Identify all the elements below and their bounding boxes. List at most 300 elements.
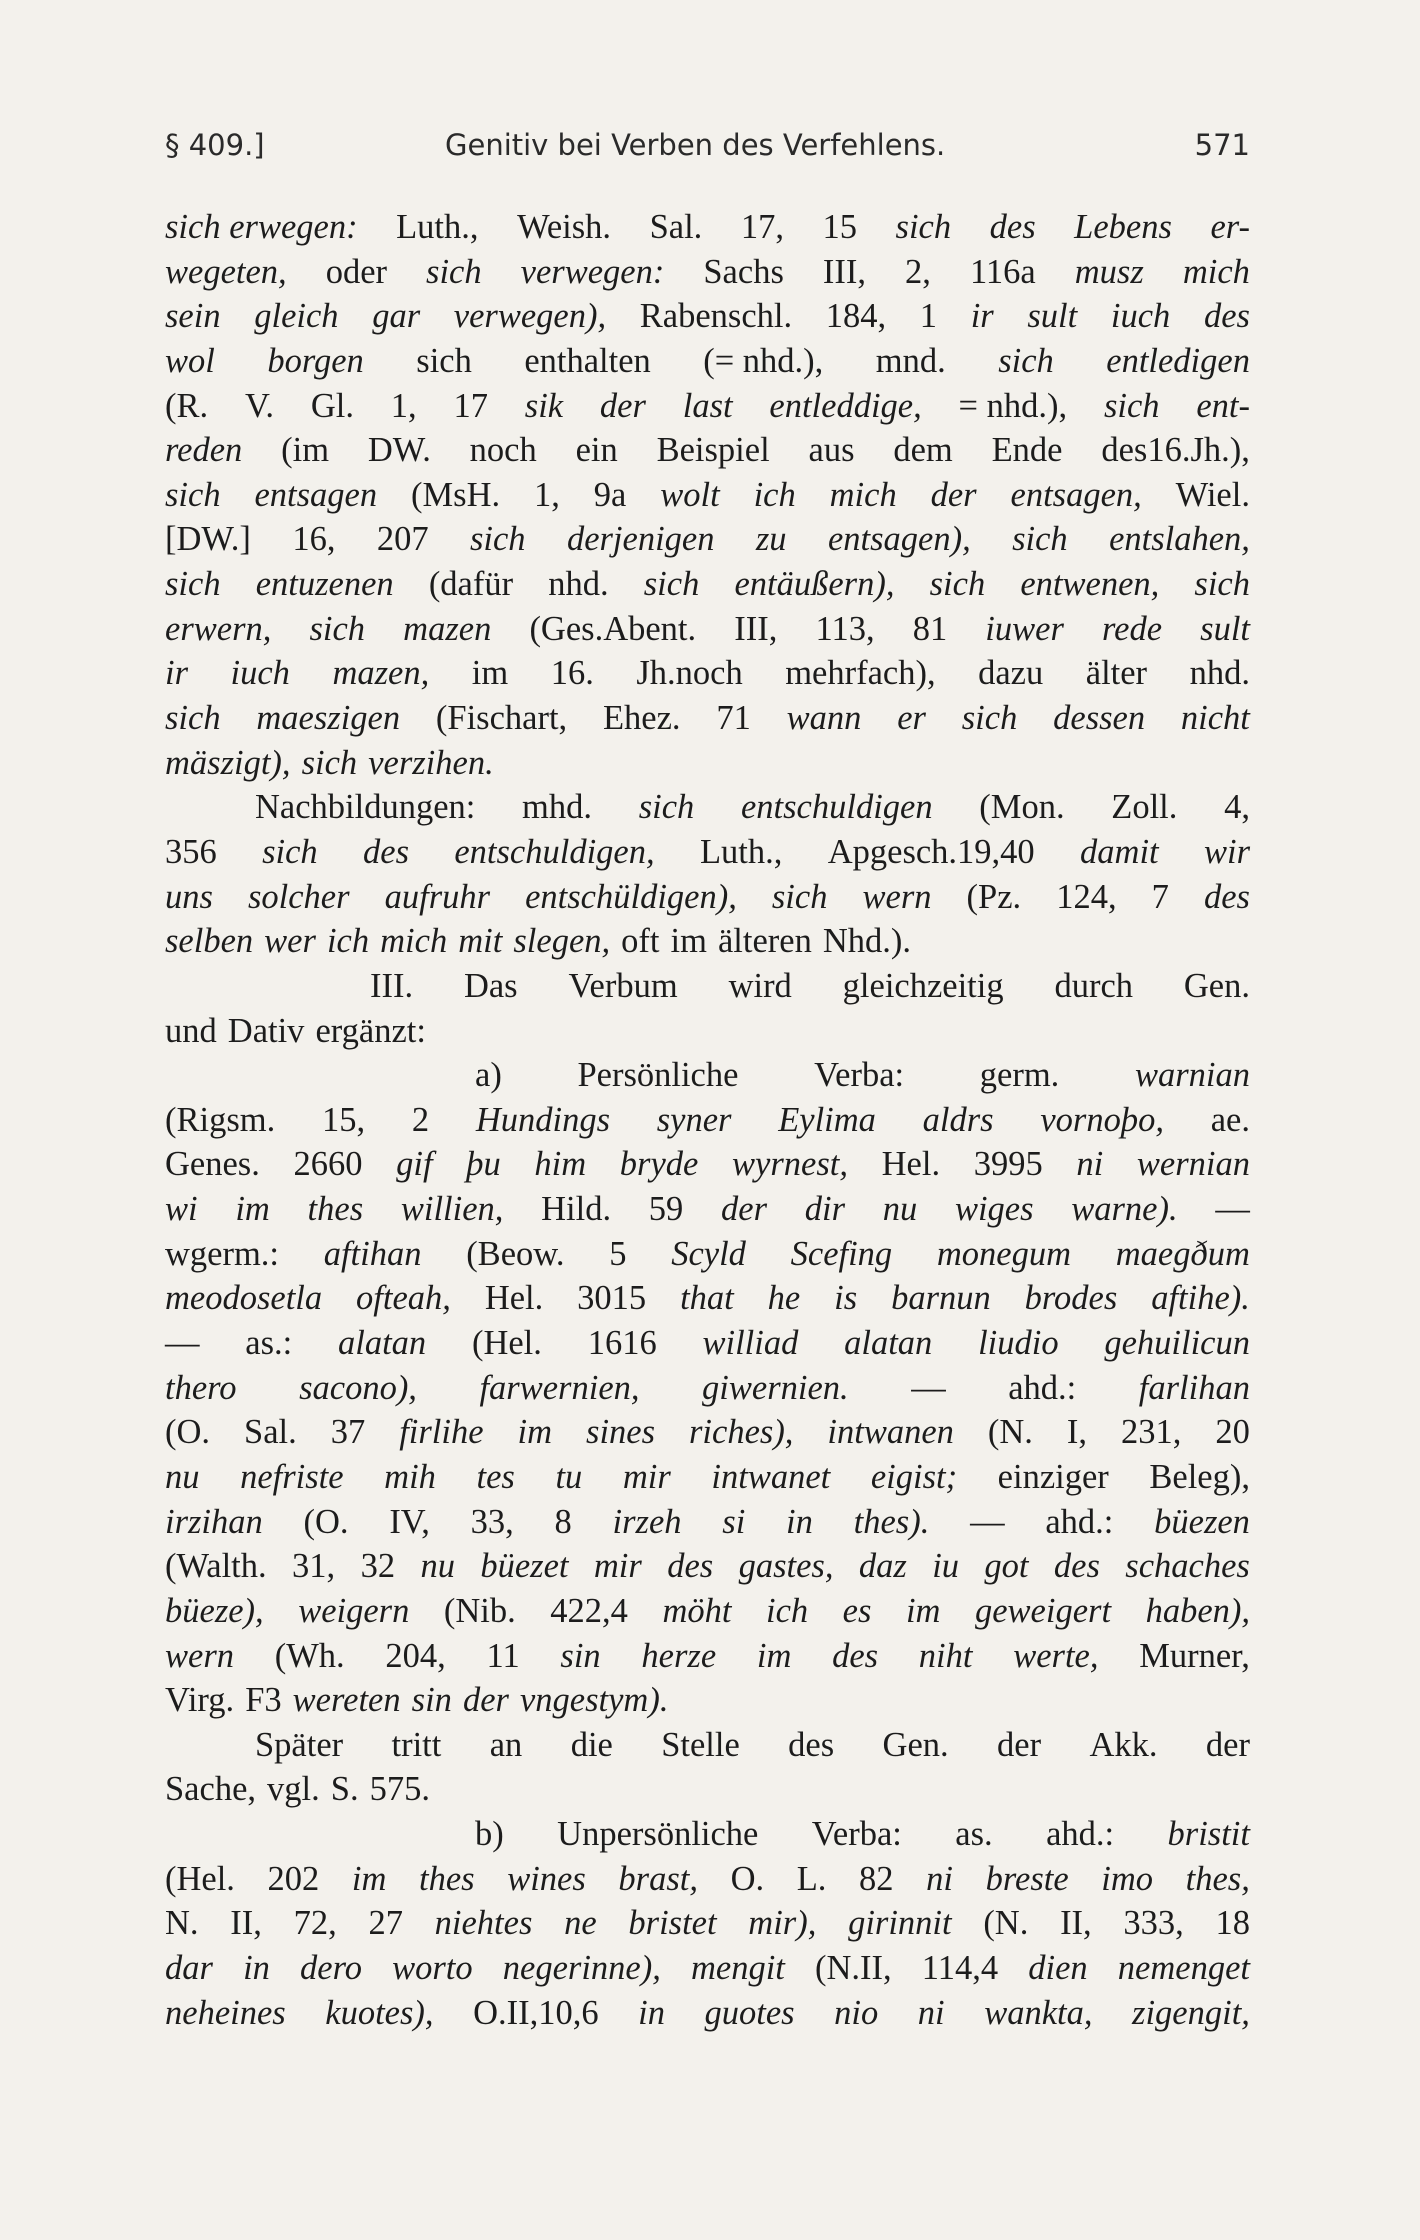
word: Jh.noch (636, 654, 743, 693)
word: sines (586, 1413, 656, 1452)
word: Unpersönliche (557, 1815, 759, 1854)
word: Rabenschl. (639, 297, 793, 336)
word: (Rigsm. (165, 1100, 276, 1139)
word: es (842, 1591, 872, 1630)
word: (N. (983, 1904, 1029, 1943)
word: farwernien, (479, 1368, 640, 1407)
word: reden (165, 431, 243, 470)
word: niht (918, 1636, 973, 1675)
word: sik (524, 386, 564, 425)
word: mich (380, 922, 448, 961)
word: maegðum (1115, 1234, 1250, 1273)
word: sich (165, 475, 221, 514)
word: nu (165, 1457, 200, 1496)
word: intwanen (827, 1413, 954, 1452)
word: (O. (303, 1502, 349, 1541)
word: tu (555, 1457, 583, 1496)
word: der (930, 475, 977, 514)
word: alatan (844, 1324, 933, 1363)
word: iuch (1110, 297, 1171, 336)
word: mih (384, 1457, 436, 1496)
text-line (165, 1812, 1250, 1857)
word: dem (893, 431, 953, 470)
word: sich (301, 743, 358, 782)
text-line (165, 1187, 1250, 1232)
word: warne). (1071, 1190, 1178, 1229)
word: alatan (338, 1324, 427, 1363)
word: nio (834, 1993, 879, 2032)
word: entschuldigen, (454, 832, 655, 871)
body-text (165, 205, 1250, 2035)
word: mnd. (875, 341, 946, 380)
word: (Hel. (165, 1859, 235, 1898)
word: Eylima (778, 1100, 876, 1139)
text-line (165, 339, 1250, 384)
text-line (165, 1053, 1250, 1098)
word: williad (702, 1324, 799, 1363)
word: entslahen, (1109, 520, 1250, 559)
word: Hild. (541, 1190, 612, 1229)
word: firlihe (399, 1413, 484, 1452)
word: O.II,10,6 (473, 1993, 599, 2032)
word: mehrfach), (785, 654, 936, 693)
word: ein (575, 431, 618, 470)
word: 116a (969, 252, 1036, 291)
word: wird (728, 966, 792, 1005)
word: er (897, 699, 926, 738)
word: geweigert (974, 1591, 1112, 1630)
word: 3015 (577, 1279, 647, 1318)
word: = nhd.), (958, 386, 1068, 425)
word: uns (165, 877, 213, 916)
word: gif (396, 1145, 433, 1184)
word: verzihen. (368, 743, 494, 782)
text-line (165, 562, 1250, 607)
word: 1616 (587, 1324, 657, 1363)
text-line (165, 1946, 1250, 1991)
word: solcher (247, 877, 350, 916)
word: des (1203, 877, 1250, 916)
word: Akk. (1089, 1725, 1158, 1764)
text-line (165, 1410, 1250, 1455)
word: der (721, 1190, 768, 1229)
word: 204, (385, 1636, 446, 1675)
word: sin (560, 1636, 601, 1675)
word: kuotes), (325, 1993, 434, 2032)
word: büezet (480, 1547, 569, 1586)
word: 2 (411, 1100, 430, 1139)
word: (R. (165, 386, 209, 425)
text-line (165, 919, 1250, 964)
word: III, (822, 252, 866, 291)
word: sult (1027, 297, 1078, 336)
text-line (165, 1991, 1250, 2036)
word: girinnit (848, 1904, 952, 1943)
word: Nhd.). (822, 922, 912, 961)
word: ni (917, 1993, 945, 2032)
word: 356 (165, 832, 217, 871)
word: ahd.: (1008, 1368, 1077, 1407)
word: Scyld (671, 1234, 746, 1273)
word: wir (1203, 832, 1250, 871)
word: 31, (292, 1547, 336, 1586)
word: last (682, 386, 733, 425)
text-line (165, 205, 1250, 250)
word: zu (755, 520, 787, 559)
word: wer (264, 922, 316, 961)
word: in (243, 1948, 270, 1987)
word: sich (309, 609, 366, 648)
word: (Fischart, (435, 699, 568, 738)
word: DW. (367, 431, 431, 470)
word: Das (463, 966, 518, 1005)
word: wol (165, 341, 215, 380)
word: entsagen), (827, 520, 971, 559)
word: 114,4 (921, 1948, 999, 1987)
word: brodes (1024, 1279, 1118, 1318)
word: a) (475, 1056, 502, 1095)
word: (Wh. (274, 1636, 345, 1675)
word: vgl. (267, 1770, 320, 1809)
text-line (165, 875, 1250, 920)
word: einziger (997, 1457, 1109, 1496)
word: 81 (912, 609, 948, 648)
word: 20 (1215, 1413, 1250, 1452)
word: wgerm.: (165, 1234, 280, 1273)
word: sich (1194, 565, 1250, 604)
word: Sache, (165, 1770, 257, 1809)
word: des (788, 1725, 835, 1764)
word: gehuilicun (1104, 1324, 1250, 1363)
word: Virg. (165, 1681, 235, 1720)
text-line (165, 1723, 1250, 1768)
word: warnian (1134, 1056, 1250, 1095)
running-title: Genitiv bei Verben des Verfehlens. (445, 128, 946, 162)
word: Wiel. (1175, 475, 1250, 514)
word: neheines (165, 1993, 286, 2032)
word: he (767, 1279, 801, 1318)
word: niehtes (434, 1904, 533, 1943)
word: sult (1200, 609, 1250, 648)
word: der (462, 1681, 509, 1720)
word: breste (985, 1859, 1069, 1898)
word: sich (771, 877, 828, 916)
word: 7 (1151, 877, 1169, 916)
word: 9a (593, 475, 627, 514)
word: älteren (717, 922, 812, 961)
word: sich (165, 565, 221, 604)
word: iu (932, 1547, 960, 1586)
word: ofteah, (356, 1279, 451, 1318)
word: as. (955, 1815, 993, 1854)
word: I, (1066, 1413, 1088, 1452)
word: sich (1012, 520, 1068, 559)
word: verwegen: (520, 252, 665, 291)
word: des (832, 1636, 879, 1675)
word: bristet (628, 1904, 717, 1943)
word: weigern (298, 1591, 410, 1630)
word: sich (426, 252, 482, 291)
word: 15 (822, 208, 857, 246)
word: iuch (230, 654, 290, 693)
word: verwegen), (453, 297, 607, 336)
word: sich (262, 832, 318, 871)
word: Später (255, 1725, 344, 1764)
word: ni (1076, 1145, 1104, 1184)
word: b) (475, 1815, 504, 1854)
word: thero (165, 1368, 237, 1407)
word: si (722, 1502, 746, 1541)
word: Sachs (703, 252, 784, 291)
word: daz (858, 1547, 907, 1586)
word: gleichzeitig (842, 966, 1004, 1005)
word: 37 (330, 1413, 366, 1452)
word: (O. (165, 1413, 211, 1452)
word: Sal. (649, 208, 703, 246)
word: Hundings (475, 1100, 610, 1139)
word: Luth., (396, 208, 479, 246)
word: Sal. (244, 1413, 297, 1452)
word: im (517, 1413, 553, 1452)
text-line (165, 384, 1250, 429)
word: des (363, 832, 410, 871)
running-header (165, 128, 1250, 172)
word: sich (998, 341, 1054, 380)
word: Hel. (881, 1145, 941, 1184)
word: N. (165, 1904, 199, 1943)
word: iuwer (985, 609, 1064, 648)
word: riches), (689, 1413, 794, 1452)
word: (N.II, (815, 1948, 892, 1987)
word: entschuldigen (740, 788, 933, 827)
word: Verba: (814, 1056, 905, 1095)
word: selben (165, 922, 254, 961)
word: — (970, 1502, 1005, 1541)
word: 1, (534, 475, 560, 514)
word: 72, (293, 1904, 337, 1943)
word: mich (829, 475, 897, 514)
word: 33, (470, 1502, 514, 1541)
word: sin (411, 1681, 452, 1720)
word: farlihan (1138, 1368, 1250, 1407)
word: IV, (389, 1502, 430, 1541)
word: Beispiel (656, 431, 770, 470)
word: meodosetla (165, 1279, 323, 1318)
word: Weish. (517, 208, 612, 246)
word: Zoll. (1111, 788, 1178, 827)
word: 15, (321, 1100, 366, 1139)
word: zigengit, (1132, 1993, 1250, 2032)
word: Ende (991, 431, 1063, 470)
text-line (165, 607, 1250, 652)
word: sich (416, 341, 472, 380)
word: 231, (1121, 1413, 1182, 1452)
text-line (165, 1098, 1250, 1143)
word: 17, (740, 208, 784, 246)
word: 207 (376, 520, 429, 559)
word: 184, (825, 297, 887, 336)
word: 3995 (973, 1145, 1043, 1184)
word: wankta, (984, 1993, 1093, 2032)
word: wereten (292, 1681, 401, 1720)
text-line (165, 473, 1250, 518)
word: 11 (486, 1636, 520, 1675)
word: Gen. (1183, 966, 1250, 1005)
word: im (905, 1591, 941, 1630)
word: eigist; (870, 1457, 958, 1496)
word: sein (165, 297, 221, 336)
word: 71 (716, 699, 751, 738)
word: — (165, 1324, 200, 1363)
word: (Ges.Abent. (529, 609, 697, 648)
word: herze (641, 1636, 717, 1675)
word: im (351, 1859, 387, 1898)
word: 59 (648, 1190, 684, 1229)
word: der (997, 1725, 1042, 1764)
word: 422,4 (550, 1591, 628, 1630)
word: 8 (554, 1502, 572, 1541)
word: vngestym). (519, 1681, 669, 1720)
word: sich (961, 699, 1018, 738)
text-line (165, 428, 1250, 473)
word: im (756, 1636, 792, 1675)
word: brast, (618, 1859, 698, 1898)
word: dien (1028, 1948, 1088, 1987)
word: 5 (609, 1234, 627, 1273)
word: tes (476, 1457, 515, 1496)
word: nhd. (1189, 654, 1250, 693)
word: 1 (919, 297, 938, 336)
text-line (165, 1009, 1250, 1054)
word: rede (1102, 609, 1163, 648)
word: entschüldigen), (525, 877, 737, 916)
word: willien, (400, 1190, 504, 1229)
word: II, (230, 1904, 262, 1943)
word: Murner, (1139, 1636, 1250, 1675)
word: Nachbildungen: (255, 788, 476, 827)
word: der (599, 386, 646, 425)
word: möht (662, 1591, 732, 1630)
word: wernian (1136, 1145, 1250, 1184)
word: II, (1060, 1904, 1092, 1943)
word: Scefing (790, 1234, 893, 1273)
word: musz (1074, 252, 1144, 291)
word: wern (165, 1636, 234, 1675)
text-line (165, 1232, 1250, 1277)
word: barnun (891, 1279, 991, 1318)
word: in (786, 1502, 813, 1541)
word: entuzenen (255, 565, 394, 604)
word: ahd.: (1046, 1815, 1115, 1854)
word: 333, (1123, 1904, 1184, 1943)
word: sich (929, 565, 986, 604)
word: intwanet (711, 1457, 831, 1496)
word: des (1053, 1547, 1100, 1586)
word: 16. (550, 654, 594, 693)
word: that (680, 1279, 734, 1318)
word: sich (638, 788, 695, 827)
word: noch (469, 431, 537, 470)
word: der (1205, 1725, 1250, 1764)
word: Genes. (165, 1145, 260, 1184)
word: mit (458, 922, 503, 961)
word: (Pz. (966, 877, 1022, 916)
word: ni (926, 1859, 953, 1898)
word: tritt (391, 1725, 442, 1764)
word: wiges (954, 1190, 1034, 1229)
word: im (670, 922, 707, 961)
word: nu (420, 1547, 455, 1586)
word: 202 (267, 1859, 320, 1898)
word: ich (753, 475, 796, 514)
word: 18 (1215, 1904, 1250, 1943)
word: ae. (1210, 1100, 1250, 1139)
word: thes (307, 1190, 364, 1229)
word: mir (622, 1457, 671, 1496)
word: mich (1182, 252, 1250, 291)
word: Gen. (882, 1725, 949, 1764)
text-line (165, 1678, 1250, 1723)
text-line (165, 1544, 1250, 1589)
word: 27 (368, 1904, 403, 1943)
word: Dativ (227, 1011, 305, 1050)
word: Verbum (568, 966, 678, 1005)
word: enthalten (524, 341, 651, 380)
word: erwern, (165, 609, 272, 648)
word: wann (786, 699, 862, 738)
word: III, (734, 609, 778, 648)
word: ergänzt: (315, 1011, 426, 1050)
word: ne (564, 1904, 597, 1943)
word: — (911, 1368, 946, 1407)
word: Gl. (310, 386, 354, 425)
word: haben), (1145, 1591, 1250, 1630)
word: aftihe). (1151, 1279, 1250, 1318)
word: mir), (748, 1904, 817, 1943)
word: O. (730, 1859, 765, 1898)
word: des16.Jh.), (1101, 431, 1250, 470)
word: þu (466, 1145, 501, 1184)
word: dero (300, 1948, 362, 1987)
word: V. (244, 386, 275, 425)
word: 4, (1224, 788, 1250, 827)
word: nicht (1180, 699, 1250, 738)
word: büeze), (165, 1591, 264, 1630)
word: wi (165, 1190, 198, 1229)
word: negerinne), (502, 1948, 661, 1987)
word: is (834, 1279, 858, 1318)
word: imo (1101, 1859, 1154, 1898)
word: 1, (390, 386, 417, 425)
word: mhd. (522, 788, 593, 827)
text-line (165, 1634, 1250, 1679)
word: — (1215, 1190, 1250, 1229)
word: L. (796, 1859, 827, 1898)
word: mengit (690, 1948, 785, 1987)
word: mazen (403, 609, 492, 648)
text-line (165, 517, 1250, 562)
word: ir (165, 654, 189, 693)
text-line (165, 1455, 1250, 1500)
word: F3 (245, 1681, 282, 1720)
word: sich (469, 520, 526, 559)
text-line (165, 830, 1250, 875)
word: Lebens (1074, 208, 1172, 246)
word: Hel. (484, 1279, 544, 1318)
word: liudio (978, 1324, 1059, 1363)
word: sich erwegen: (165, 208, 358, 246)
word: entäußern), (734, 565, 895, 604)
